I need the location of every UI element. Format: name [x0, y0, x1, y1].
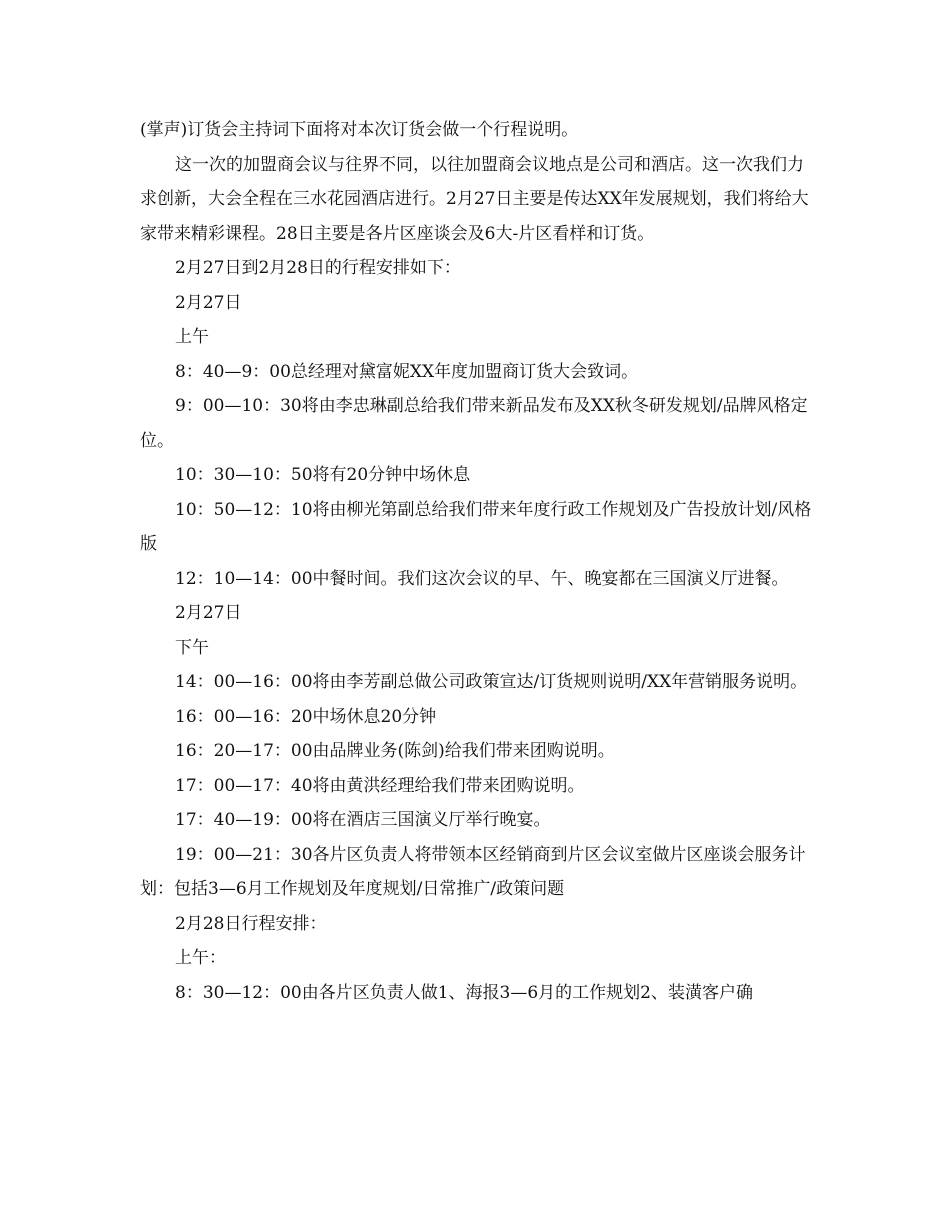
paragraph-afternoon: 下午: [175, 637, 209, 658]
schedule-item: 8：30—12：00由各片区负责人做1、海报3—6月的工作规划2、装潢客户确: [175, 982, 753, 1003]
paragraph-date-27-afternoon: 2月27日: [175, 603, 242, 623]
schedule-item: 9：00—10：30将由李忠琳副总给我们带来新品发布及XX秋冬研发规划/品牌风格定位。: [140, 396, 808, 451]
schedule-item: 10：30—10：50将有20分钟中场休息: [175, 465, 471, 485]
paragraph-morning-28: 上午：: [175, 948, 226, 968]
paragraph-schedule-heading: 2月27日到2月28日的行程安排如下：: [175, 258, 461, 278]
paragraph-date-28: 2月28日行程安排：: [175, 913, 327, 934]
paragraph-overview: 这一次的加盟商会议与往界不同，以往加盟商会议地点是公司和酒店。这一次我们力求创新，大会全程在三水花园酒店进行。2月27日主要是传达XX年发展规划，我们将给大家带来精彩课程。28日主要是各片区座谈会及6大-片区看样和订货。: [140, 154, 809, 244]
schedule-item: 8：40—9：00总经理对黛富妮XX年度加盟商订货大会致词。: [175, 361, 639, 382]
paragraph-morning: 上午: [175, 327, 209, 347]
schedule-item: 12：10—14：00中餐时间。我们这次会议的早、午、晚宴都在三国演义厅进餐。: [175, 568, 789, 589]
schedule-item: 14：00—16：00将由李芳副总做公司政策宣达/订货规则说明/XX年营销服务说明。: [175, 672, 808, 692]
schedule-item: 16：20—17：00由品牌业务(陈剑)给我们带来团购说明。: [175, 741, 615, 761]
schedule-item: 16：00—16：20中场休息20分钟: [175, 706, 437, 727]
schedule-item: 10：50—12：10将由柳光第副总给我们带来年度行政工作规划及广告投放计划/风格版: [140, 499, 812, 554]
document-body: [140, 113, 816, 1010]
schedule-item: 17：00—17：40将由黄洪经理给我们带来团购说明。: [175, 775, 585, 796]
paragraph-date-27: 2月27日: [175, 292, 242, 313]
paragraph-intro: (掌声)订货会主持词下面将对本次订货会做一个行程说明。: [140, 120, 579, 140]
schedule-item: 19：00—21：30各片区负责人将带领本区经销商到片区会议室做片区座谈会服务计划：包括3—6月工作规划及年度规划/日常推广/政策问题: [140, 844, 806, 899]
schedule-item: 17：40—19：00将在酒店三国演义厅举行晚宴。: [175, 810, 551, 830]
